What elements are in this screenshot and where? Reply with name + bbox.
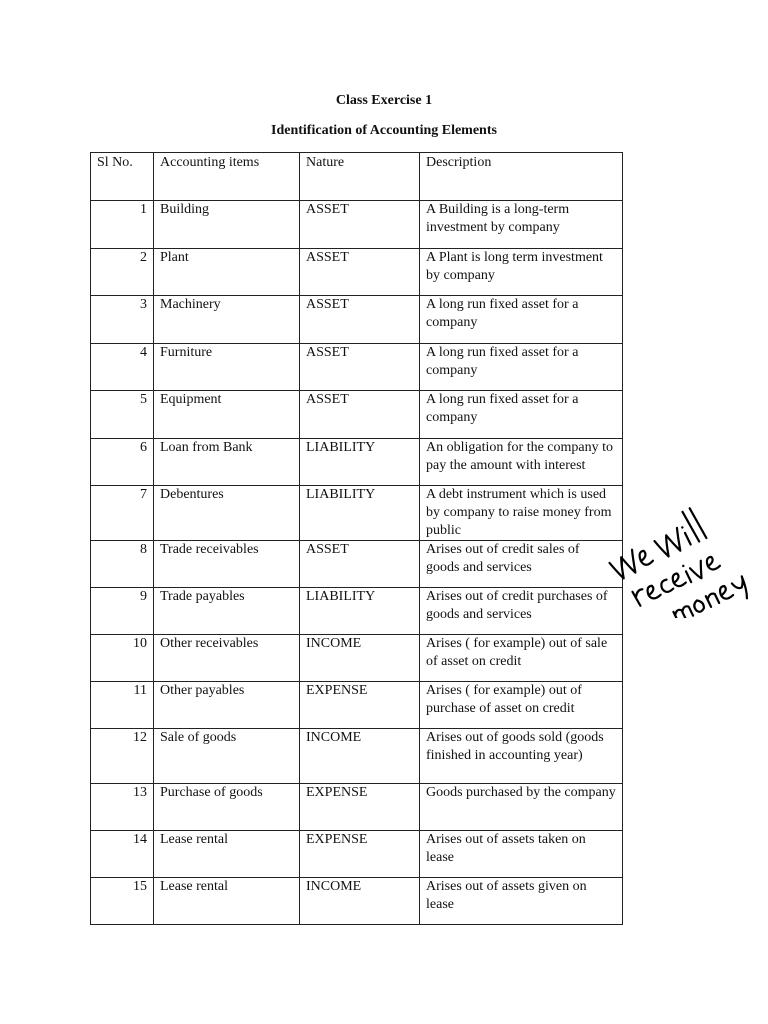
cell-nature: EXPENSE <box>300 784 420 831</box>
cell-accounting-item: Loan from Bank <box>154 439 300 486</box>
cell-nature: ASSET <box>300 296 420 344</box>
table-row <box>91 729 623 784</box>
cell-sl-no: 1 <box>91 201 154 249</box>
cell-accounting-item: Lease rental <box>154 831 300 878</box>
page-subtitle: Identification of Accounting Elements <box>271 123 497 138</box>
table-row <box>91 391 623 439</box>
cell-accounting-item: Machinery <box>154 296 300 344</box>
cell-accounting-item: Equipment <box>154 391 300 439</box>
cell-accounting-item: Other receivables <box>154 635 300 682</box>
header-nature: Nature <box>300 153 420 201</box>
table-row <box>91 541 623 588</box>
cell-sl-no: 14 <box>91 831 154 878</box>
accounting-elements-table <box>90 152 623 925</box>
table-row <box>91 201 623 249</box>
cell-sl-no: 12 <box>91 729 154 784</box>
cell-nature: INCOME <box>300 729 420 784</box>
table-row <box>91 682 623 729</box>
header-sl-no: Sl No. <box>91 153 154 201</box>
cell-description: Arises out of credit purchases of goods and services <box>420 588 623 635</box>
table-row <box>91 635 623 682</box>
cell-sl-no: 5 <box>91 391 154 439</box>
cell-sl-no: 10 <box>91 635 154 682</box>
table-row <box>91 344 623 391</box>
cell-accounting-item: Trade payables <box>154 588 300 635</box>
cell-nature: ASSET <box>300 541 420 588</box>
table-row <box>91 831 623 878</box>
cell-description: A long run fixed asset for a company <box>420 296 623 344</box>
cell-description: A debt instrument which is used by company to raise money from public <box>420 486 623 541</box>
table-header-row <box>91 153 623 201</box>
cell-sl-no: 4 <box>91 344 154 391</box>
cell-sl-no: 3 <box>91 296 154 344</box>
cell-description: Goods purchased by the company <box>420 784 623 831</box>
cell-sl-no: 2 <box>91 249 154 296</box>
cell-nature: LIABILITY <box>300 439 420 486</box>
table-row <box>91 249 623 296</box>
cell-accounting-item: Debentures <box>154 486 300 541</box>
cell-sl-no: 6 <box>91 439 154 486</box>
cell-accounting-item: Furniture <box>154 344 300 391</box>
cell-accounting-item: Plant <box>154 249 300 296</box>
table-row <box>91 784 623 831</box>
handwritten-note <box>605 488 768 618</box>
cell-accounting-item: Building <box>154 201 300 249</box>
cell-sl-no: 13 <box>91 784 154 831</box>
cell-accounting-item: Purchase of goods <box>154 784 300 831</box>
table-row <box>91 878 623 925</box>
cell-description: Arises out of credit sales of goods and services <box>420 541 623 588</box>
cell-description: A long run fixed asset for a company <box>420 344 623 391</box>
table-row <box>91 588 623 635</box>
cell-description: A Building is a long-term investment by company <box>420 201 623 249</box>
cell-nature: EXPENSE <box>300 831 420 878</box>
cell-description: An obligation for the company to pay the amount with interest <box>420 439 623 486</box>
cell-description: Arises out of goods sold (goods finished in accounting year) <box>420 729 623 784</box>
cell-nature: INCOME <box>300 878 420 925</box>
cell-description: Arises ( for example) out of purchase of asset on credit <box>420 682 623 729</box>
cell-nature: LIABILITY <box>300 588 420 635</box>
cell-accounting-item: Other payables <box>154 682 300 729</box>
cell-accounting-item: Lease rental <box>154 878 300 925</box>
cell-accounting-item: Trade receivables <box>154 541 300 588</box>
cell-description: A Plant is long term investment by company <box>420 249 623 296</box>
cell-sl-no: 7 <box>91 486 154 541</box>
header-description: Description <box>420 153 623 201</box>
page-title: Class Exercise 1 <box>335 93 433 108</box>
cell-nature: ASSET <box>300 201 420 249</box>
cell-accounting-item: Sale of goods <box>154 729 300 784</box>
cell-sl-no: 11 <box>91 682 154 729</box>
cell-nature: ASSET <box>300 249 420 296</box>
cell-sl-no: 15 <box>91 878 154 925</box>
cell-nature: LIABILITY <box>300 486 420 541</box>
cell-description: Arises ( for example) out of sale of asset on credit <box>420 635 623 682</box>
table-row <box>91 439 623 486</box>
cell-sl-no: 8 <box>91 541 154 588</box>
cell-sl-no: 9 <box>91 588 154 635</box>
table-row <box>91 296 623 344</box>
table-row <box>91 486 623 541</box>
cell-description: Arises out of assets given on lease <box>420 878 623 925</box>
header-accounting-items: Accounting items <box>154 153 300 201</box>
cell-nature: EXPENSE <box>300 682 420 729</box>
cell-nature: ASSET <box>300 344 420 391</box>
cell-nature: ASSET <box>300 391 420 439</box>
cell-description: Arises out of assets taken on lease <box>420 831 623 878</box>
cell-nature: INCOME <box>300 635 420 682</box>
cell-description: A long run fixed asset for a company <box>420 391 623 439</box>
